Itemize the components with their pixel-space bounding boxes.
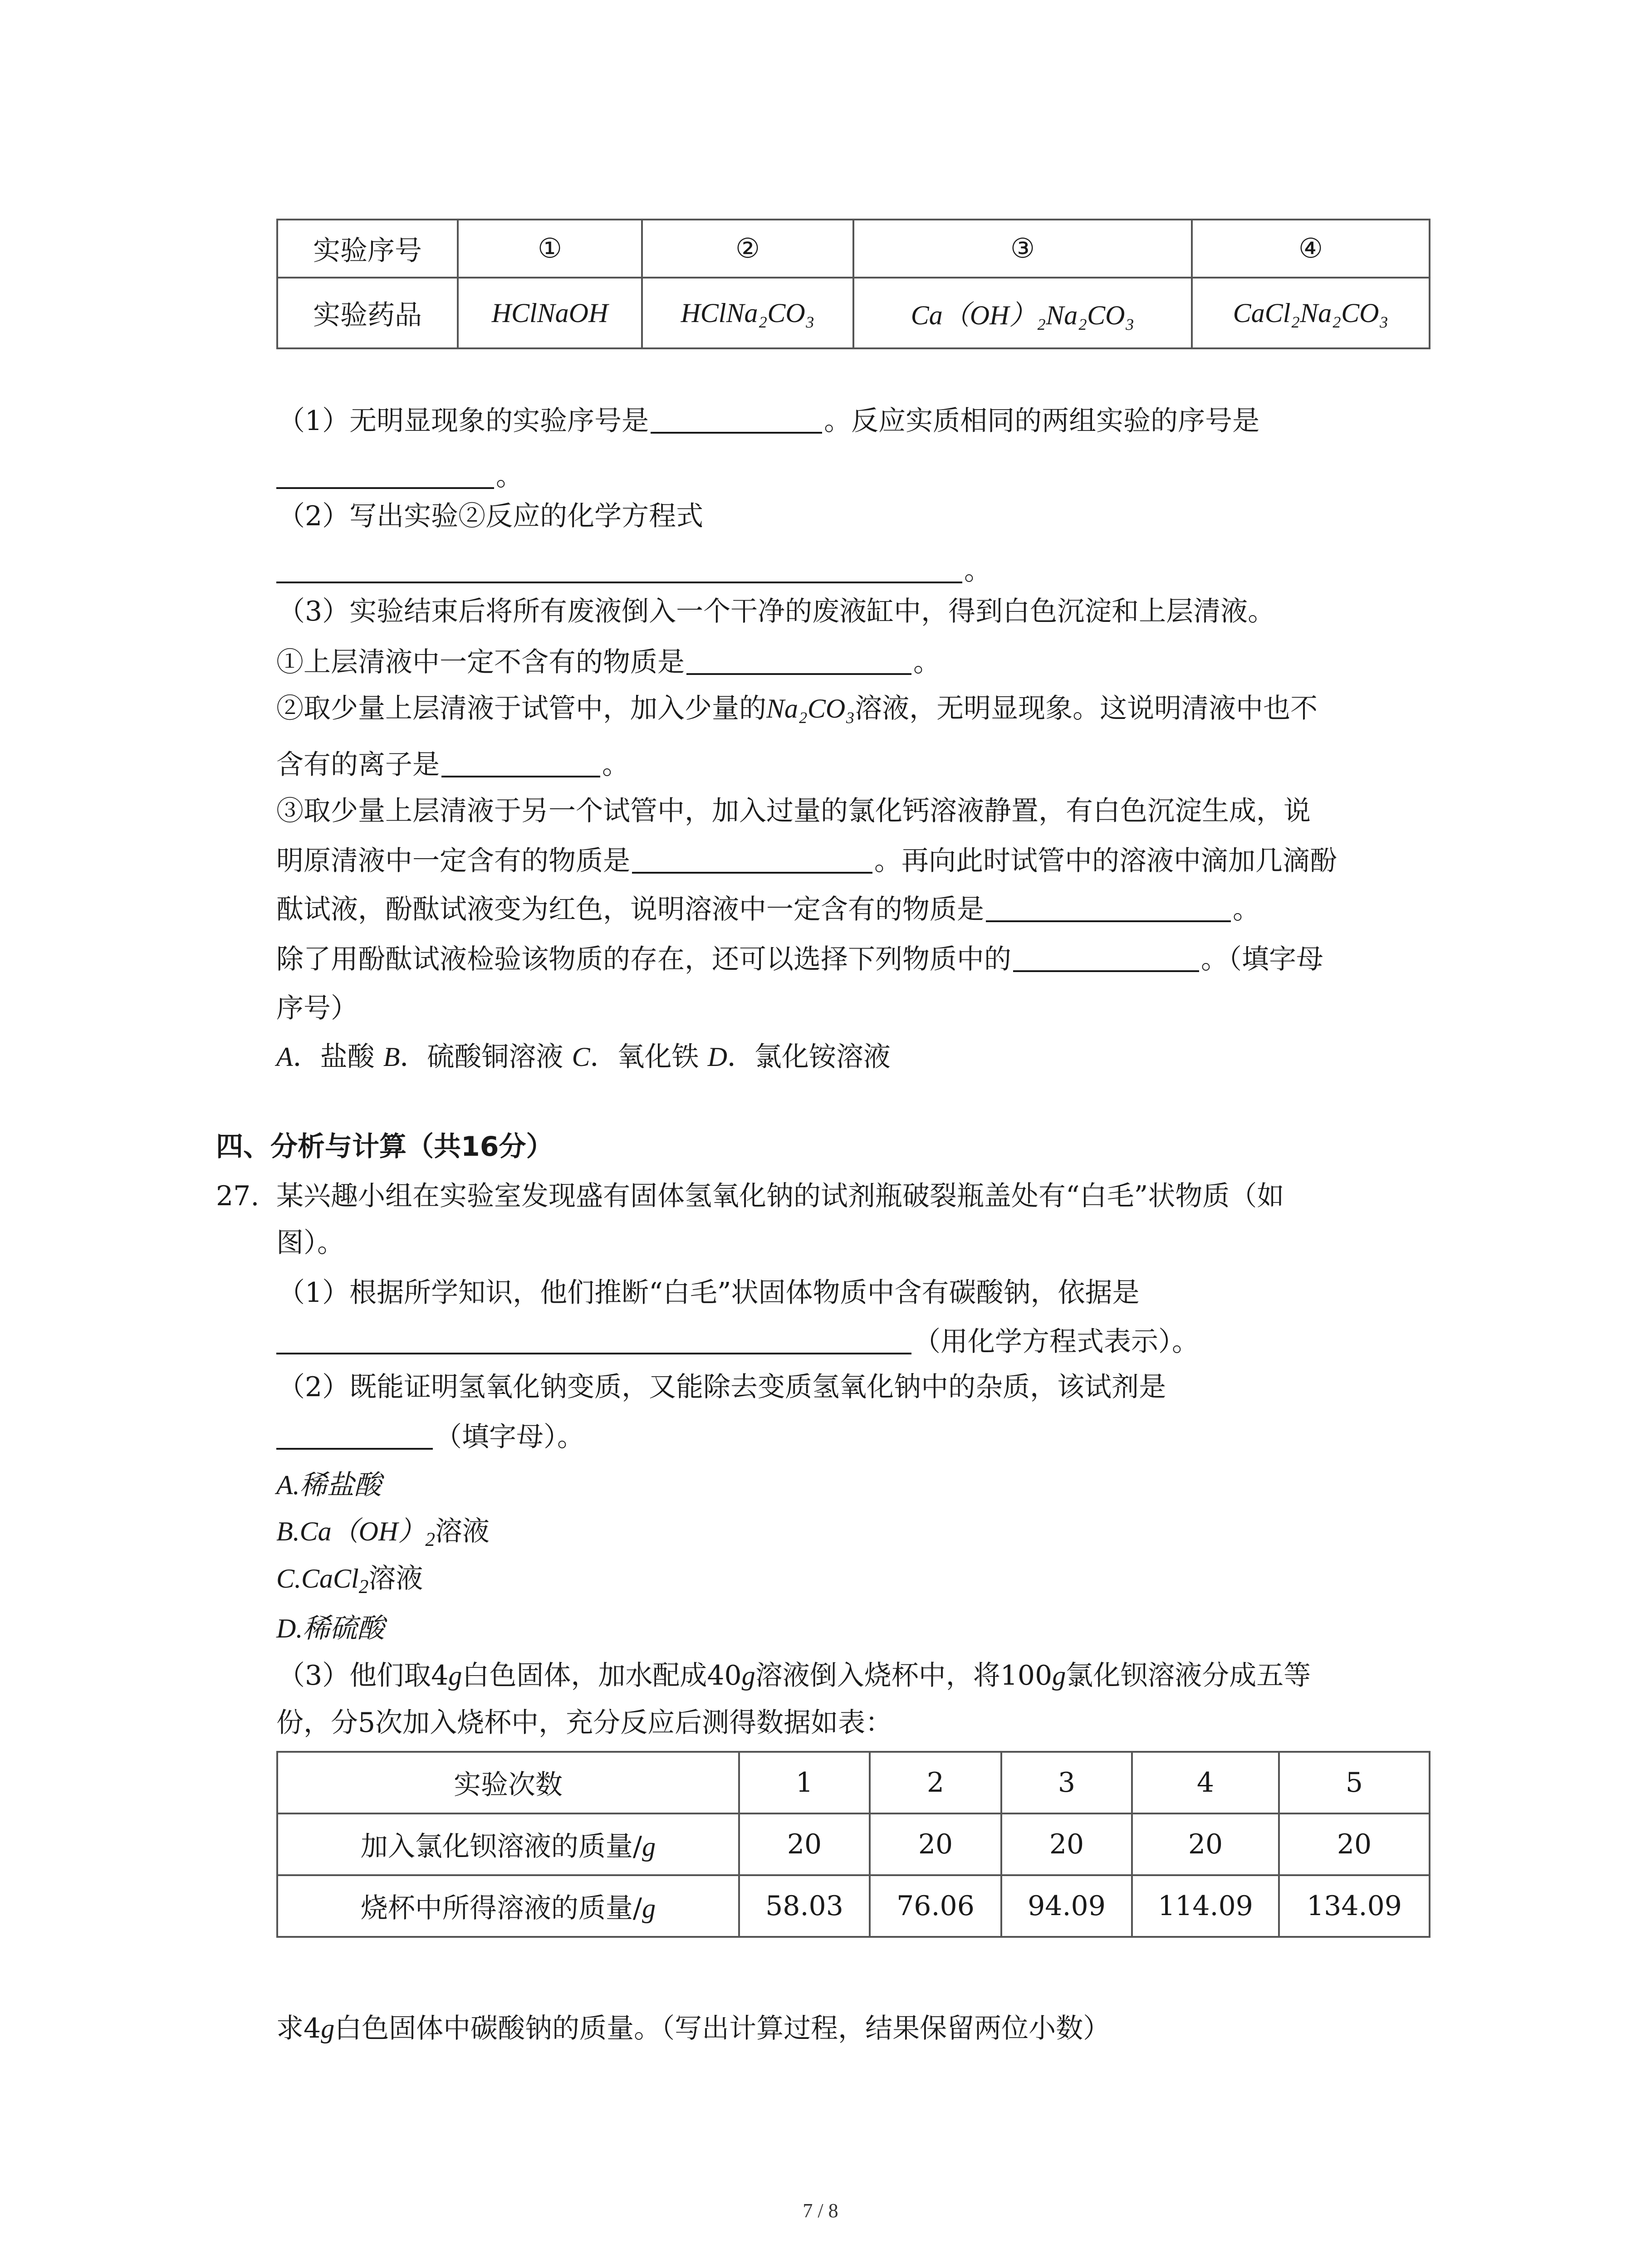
table-cell: 实验序号 xyxy=(277,220,458,278)
question-line: 份，分5次加入烧杯中，充分反应后测得数据如表： xyxy=(276,1707,893,1739)
table-cell: ④ xyxy=(1192,220,1430,278)
option-line: A.稀盐酸 xyxy=(276,1470,382,1500)
table-cell: 76.06 xyxy=(870,1875,1001,1937)
table-cell: 1 xyxy=(739,1752,870,1813)
question-line: （3）实验结束后将所有废液倒入一个干净的废液缸中，得到白色沉淀和上层清液。 xyxy=(278,596,1275,627)
table-cell: ① xyxy=(458,220,642,278)
table-row xyxy=(277,220,1430,278)
table-cell: 20 xyxy=(870,1813,1001,1875)
question-line: 求4g白色固体中碳酸钠的质量。（写出计算过程，结果保留两位小数） xyxy=(276,2013,1111,2044)
question-line: 序号） xyxy=(276,992,358,1024)
question-line: （填字母）。 xyxy=(276,1419,584,1455)
answer-blank[interactable] xyxy=(986,893,1231,922)
table-row xyxy=(277,1875,1430,1937)
answer-blank[interactable] xyxy=(276,1421,433,1450)
answer-blank[interactable] xyxy=(276,1325,911,1354)
table-cell: 20 xyxy=(739,1813,870,1875)
table-cell: CaCl₂Na₂CO₃ xyxy=(1192,278,1430,348)
page-number: 7 / 8 xyxy=(803,2200,838,2222)
section-heading: 四、分析与计算（共16分） xyxy=(216,1131,554,1163)
answer-blank[interactable] xyxy=(441,748,600,777)
measurement-table xyxy=(276,1751,1430,1938)
table-cell: 20 xyxy=(1279,1813,1430,1875)
answer-blank[interactable] xyxy=(1013,943,1199,972)
option-line: C.CaCl$_2$溶液 xyxy=(276,1564,423,1598)
table-cell: 实验药品 xyxy=(277,278,458,348)
question-line: （1）根据所学知识，他们推断“白毛”状固体物质中含有碳酸钠，依据是 xyxy=(278,1277,1140,1309)
answer-blank[interactable] xyxy=(276,554,962,583)
table-cell: HClNaOH xyxy=(458,278,642,348)
question-line: 除了用酚酞试液检验该物质的存在，还可以选择下列物质中的 。（填字母 xyxy=(276,943,1323,975)
question-line: （2）写出实验②反应的化学方程式 xyxy=(278,500,704,532)
question-line: （3）他们取4g白色固体，加水配成40g溶液倒入烧杯中，将100g氯化钡溶液分成五等 xyxy=(278,1660,1311,1691)
table-cell: 加入氯化钡溶液的质量/g xyxy=(277,1813,739,1875)
table-cell: 114.09 xyxy=(1132,1875,1279,1937)
table-cell: 4 xyxy=(1132,1752,1279,1813)
table-cell: 58.03 xyxy=(739,1875,870,1937)
answer-blank[interactable] xyxy=(651,405,822,434)
option-line: $B.Ca(OH)_2$溶液 xyxy=(276,1516,490,1551)
question-line: 。 xyxy=(276,552,991,589)
answer-blank[interactable] xyxy=(276,460,494,489)
table-cell: 5 xyxy=(1279,1752,1430,1813)
question-line: ③取少量上层清液于另一个试管中，加入过量的氯化钙溶液静置，有白色沉淀生成，说 xyxy=(276,795,1311,827)
table-cell: 20 xyxy=(1132,1813,1279,1875)
question-line: （2）既能证明氢氧化钠变质，又能除去变质氢氧化钠中的杂质，该试剂是 xyxy=(278,1371,1166,1403)
reagents-table xyxy=(276,219,1430,349)
question-line: 27. 某兴趣小组在实验室发现盛有固体氢氧化钠的试剂瓶破裂瓶盖处有“白毛”状物质（如 xyxy=(216,1180,1284,1212)
answer-blank[interactable] xyxy=(686,646,911,675)
question-line: 含有的离子是 。 xyxy=(276,749,629,781)
question-line: 酞试液，酚酞试液变为红色，说明溶液中一定含有的物质是 。 xyxy=(276,894,1260,925)
answer-blank[interactable] xyxy=(632,845,872,874)
table-cell: 134.09 xyxy=(1279,1875,1430,1937)
table-cell: 2 xyxy=(870,1752,1001,1813)
table-cell: ③ xyxy=(853,220,1192,278)
table-row xyxy=(277,278,1430,348)
option-line: D.稀硫酸 xyxy=(276,1613,385,1643)
table-cell: HClNa₂CO₃ xyxy=(642,278,853,348)
question-line: 图）。 xyxy=(276,1227,344,1259)
table-row xyxy=(277,1813,1430,1875)
question-line: （用化学方程式表示）。 xyxy=(276,1324,1199,1360)
table-cell: 94.09 xyxy=(1001,1875,1132,1937)
question-line: 。 xyxy=(276,458,523,494)
table-row xyxy=(277,1752,1430,1813)
table-cell: 20 xyxy=(1001,1813,1132,1875)
table-cell: 实验次数 xyxy=(277,1752,739,1813)
table-cell: ② xyxy=(642,220,853,278)
question-line: （1）无明显现象的实验序号是 。反应实质相同的两组实验的序号是 xyxy=(278,405,1260,437)
table-cell: 烧杯中所得溶液的质量/g xyxy=(277,1875,739,1937)
question-line: ②取少量上层清液于试管中，加入少量的Na₂CO₃溶液，无明显现象。这说明清液中也不 xyxy=(276,693,1318,724)
table-cell: 3 xyxy=(1001,1752,1132,1813)
question-line: ①上层清液中一定不含有的物质是 。 xyxy=(276,646,941,678)
table-cell: Ca（OH）₂Na₂CO₃ xyxy=(853,278,1192,348)
question-line: 明原清液中一定含有的物质是 。再向此时试管中的溶液中滴加几滴酚 xyxy=(276,845,1337,877)
options-line: A．盐酸 B．硫酸铜溶液 C．氧化铁 D．氯化铵溶液 xyxy=(276,1041,891,1073)
